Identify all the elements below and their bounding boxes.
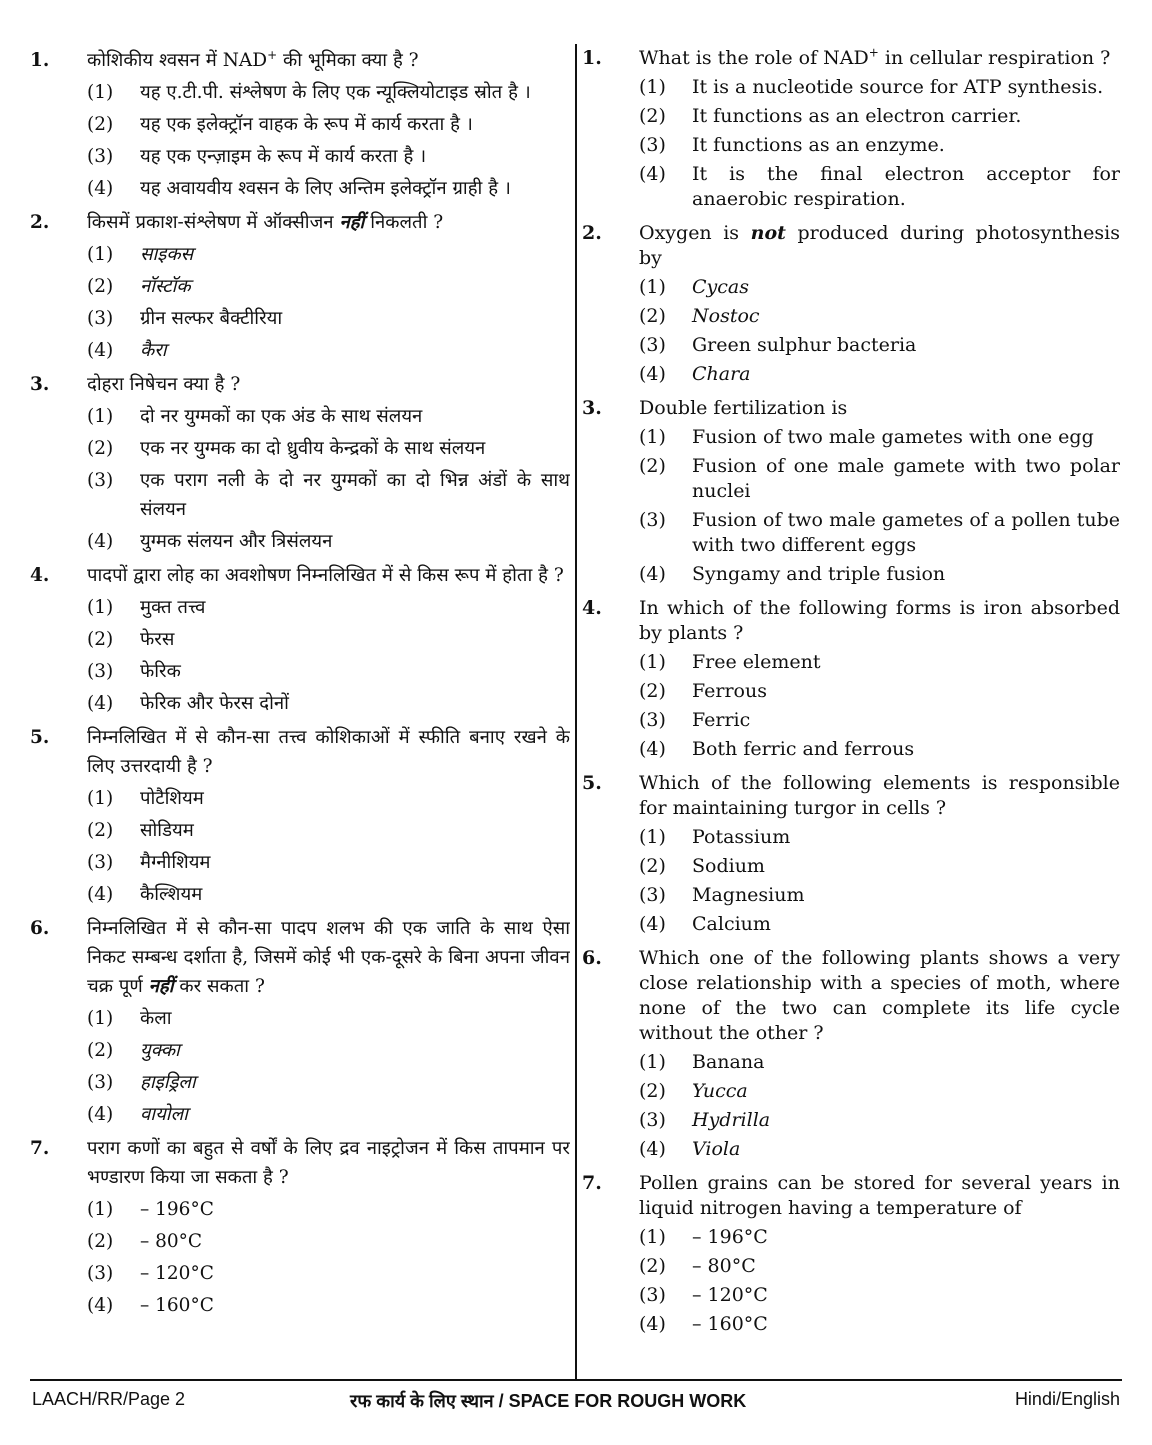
- footer-rule: [30, 1379, 1122, 1381]
- option-1: (1) – 196°C: [639, 1226, 768, 1248]
- english-column: [582, 46, 1120, 1380]
- option-4: (4) Calcium: [639, 913, 771, 935]
- option-1: (1) Fusion of two male gametes with one egg: [639, 426, 1094, 448]
- question-1-hindi: [30, 46, 570, 203]
- option-2: (2) Sodium: [639, 855, 765, 877]
- question-text: What is the role of NAD+ in cellular respiration ?: [639, 46, 1111, 69]
- question-text: निम्नलिखित में से कौन-सा तत्त्व कोशिकाओं में स्फीति बनाए रखने के लिए उत्तरदायी है ?: [87, 727, 570, 777]
- question-2-hindi: [30, 208, 570, 365]
- option-4: (4) Both ferric and ferrous: [639, 738, 915, 760]
- question-text: कोशिकीय श्वसन में NAD+ की भूमिका क्या है ?: [87, 47, 419, 71]
- option-1: (1) केला: [87, 1008, 172, 1029]
- option-2: (2) Fusion of one male gamete with two polar nuclei: [639, 455, 1120, 502]
- page-code: LAACH/RR/Page 2: [32, 1389, 186, 1409]
- option-4: (4) यह अवायवीय श्वसन के लिए अन्तिम इलेक्ट्रॉन ग्राही है ।: [87, 178, 511, 199]
- option-1: (1) मुक्त तत्त्व: [87, 597, 206, 618]
- option-4: (4) – 160°C: [87, 1295, 214, 1316]
- question-text: Oxygen is not produced during photosynthesis by: [639, 222, 1120, 269]
- question-text: In which of the following forms is iron absorbed by plants ?: [639, 597, 1120, 644]
- question-number: 4.: [30, 565, 50, 586]
- option-2: (2) यह एक इलेक्ट्रॉन वाहक के रूप में कार्य करता है ।: [87, 114, 473, 135]
- option-4: (4) – 160°C: [639, 1313, 768, 1335]
- option-3: (3) Ferric: [639, 709, 751, 731]
- option-4: (4) कैल्शियम: [87, 884, 203, 905]
- question-text: दोहरा निषेचन क्या है ?: [87, 374, 241, 395]
- question-number: 5.: [30, 727, 50, 748]
- question-text: Double fertilization is: [639, 397, 848, 419]
- option-4: (4) युग्मक संलयन और त्रिसंलयन: [87, 531, 333, 552]
- question-number: 5.: [582, 772, 602, 794]
- question-4-english: [582, 596, 1120, 762]
- option-4: (4) Chara: [639, 363, 751, 385]
- option-1: (1) पोटैशियम: [87, 788, 204, 809]
- question-text: निम्नलिखित में से कौन-सा पादप शलभ की एक जाति के साथ ऐसा निकट सम्बन्ध दर्शाता है, जिसमें कोई भी एक-दूसरे के बिना अपना जीवन चक्र पूर्ण नहीं कर सकता ?: [87, 918, 570, 997]
- option-2: (2) – 80°C: [639, 1255, 756, 1277]
- question-4-hindi: [30, 561, 570, 718]
- question-text: पराग कणों का बहुत से वर्षों के लिए द्रव नाइट्रोजन में किस तापमान पर भण्डारण किया जा सकता है ?: [87, 1138, 570, 1188]
- option-4: (4) It is the final electron acceptor for anaerobic respiration.: [639, 163, 1120, 210]
- question-number: 2.: [30, 212, 50, 233]
- option-1: (1) – 196°C: [87, 1199, 214, 1220]
- option-2: (2) फेरस: [87, 629, 175, 650]
- question-text: Which of the following elements is responsible for maintaining turgor in cells ?: [639, 772, 1120, 819]
- question-number: 1.: [582, 47, 602, 69]
- question-number: 7.: [582, 1172, 602, 1194]
- option-4: (4) वायोला: [87, 1104, 188, 1125]
- option-1: (1) Potassium: [639, 826, 791, 848]
- option-3: (3) It functions as an enzyme.: [639, 134, 945, 156]
- question-number: 6.: [582, 947, 602, 969]
- question-3-english: [582, 396, 1120, 587]
- question-number: 6.: [30, 918, 50, 939]
- question-number: 7.: [30, 1138, 50, 1159]
- option-4: (4) Viola: [639, 1138, 741, 1160]
- option-3: (3) मैग्नीशियम: [87, 852, 211, 873]
- question-number: 3.: [582, 397, 602, 419]
- option-1: (1) It is a nucleotide source for ATP synthesis.: [639, 76, 1104, 98]
- option-1: (1) Cycas: [639, 276, 749, 298]
- option-2: (2) नॉस्टॉक: [87, 276, 191, 297]
- option-3: (3) – 120°C: [87, 1263, 214, 1284]
- question-7-hindi: [30, 1134, 570, 1320]
- option-3: (3) एक पराग नली के दो नर युग्मकों का दो भिन्न अंडों के साथ संलयन: [87, 470, 570, 520]
- question-text: Which one of the following plants shows a very close relationship with a species of moth, where none of the two can complete its life cycle without the other ?: [639, 947, 1120, 1044]
- option-3: (3) यह एक एन्ज़ाइम के रूप में कार्य करता है ।: [87, 146, 427, 167]
- option-2: (2) Ferrous: [639, 680, 767, 702]
- option-3: (3) – 120°C: [639, 1284, 768, 1306]
- option-1: (1) यह ए.टी.पी. संश्लेषण के लिए एक न्यूक्लियोटाइड स्रोत है ।: [87, 82, 531, 103]
- question-text: Pollen grains can be stored for several years in liquid nitrogen having a temperature of: [639, 1172, 1120, 1219]
- question-7-english: [582, 1171, 1120, 1337]
- option-4: (4) फेरिक और फेरस दोनों: [87, 693, 289, 714]
- question-number: 2.: [582, 222, 602, 244]
- question-text: किसमें प्रकाश-संश्लेषण में ऑक्सीजन नहीं निकलती ?: [87, 212, 444, 233]
- question-text: पादपों द्वारा लोह का अवशोषण निम्नलिखित में से किस रूप में होता है ?: [87, 565, 564, 586]
- language-label: Hindi/English: [1014, 1389, 1120, 1409]
- question-6-english: [582, 946, 1120, 1162]
- option-3: (3) फेरिक: [87, 661, 181, 682]
- question-3-hindi: [30, 370, 570, 556]
- option-1: (1) दो नर युग्मकों का एक अंड के साथ संलयन: [87, 406, 423, 427]
- option-1: (1) Banana: [639, 1051, 765, 1073]
- option-4: (4) कैरा: [87, 340, 167, 361]
- question-2-english: [582, 221, 1120, 387]
- option-1: (1) साइकस: [87, 244, 194, 265]
- option-3: (3) Fusion of two male gametes of a pollen tube with two different eggs: [639, 509, 1120, 556]
- option-3: (3) हाइड्रिला: [87, 1072, 196, 1093]
- column-divider: [575, 44, 577, 1380]
- option-2: (2) Nostoc: [639, 305, 760, 327]
- option-3: (3) Green sulphur bacteria: [639, 334, 917, 356]
- option-2: (2) Yucca: [639, 1080, 748, 1102]
- option-2: (2) – 80°C: [87, 1231, 203, 1252]
- option-3: (3) Magnesium: [639, 884, 805, 906]
- option-2: (2) युक्का: [87, 1040, 180, 1061]
- option-2: (2) सोडियम: [87, 820, 194, 841]
- option-1: (1) Free element: [639, 651, 821, 673]
- option-3: (3) ग्रीन सल्फर बैक्टीरिया: [87, 308, 283, 329]
- question-5-english: [582, 771, 1120, 937]
- option-2: (2) It functions as an electron carrier.: [639, 105, 1022, 127]
- option-2: (2) एक नर युग्मक का दो ध्रुवीय केन्द्रकों के साथ संलयन: [87, 438, 486, 459]
- rough-work-label: रफ कार्य के लिए स्थान / SPACE FOR ROUGH WORK: [350, 1391, 747, 1411]
- question-6-hindi: [30, 914, 570, 1129]
- question-number: 3.: [30, 374, 50, 395]
- question-number: 4.: [582, 597, 602, 619]
- question-1-english: [582, 46, 1120, 212]
- page-footer: [30, 1389, 1122, 1417]
- option-3: (3) Hydrilla: [639, 1109, 771, 1131]
- hindi-column: [30, 46, 570, 1380]
- option-4: (4) Syngamy and triple fusion: [639, 563, 946, 585]
- question-5-hindi: [30, 723, 570, 909]
- question-number: 1.: [30, 50, 50, 71]
